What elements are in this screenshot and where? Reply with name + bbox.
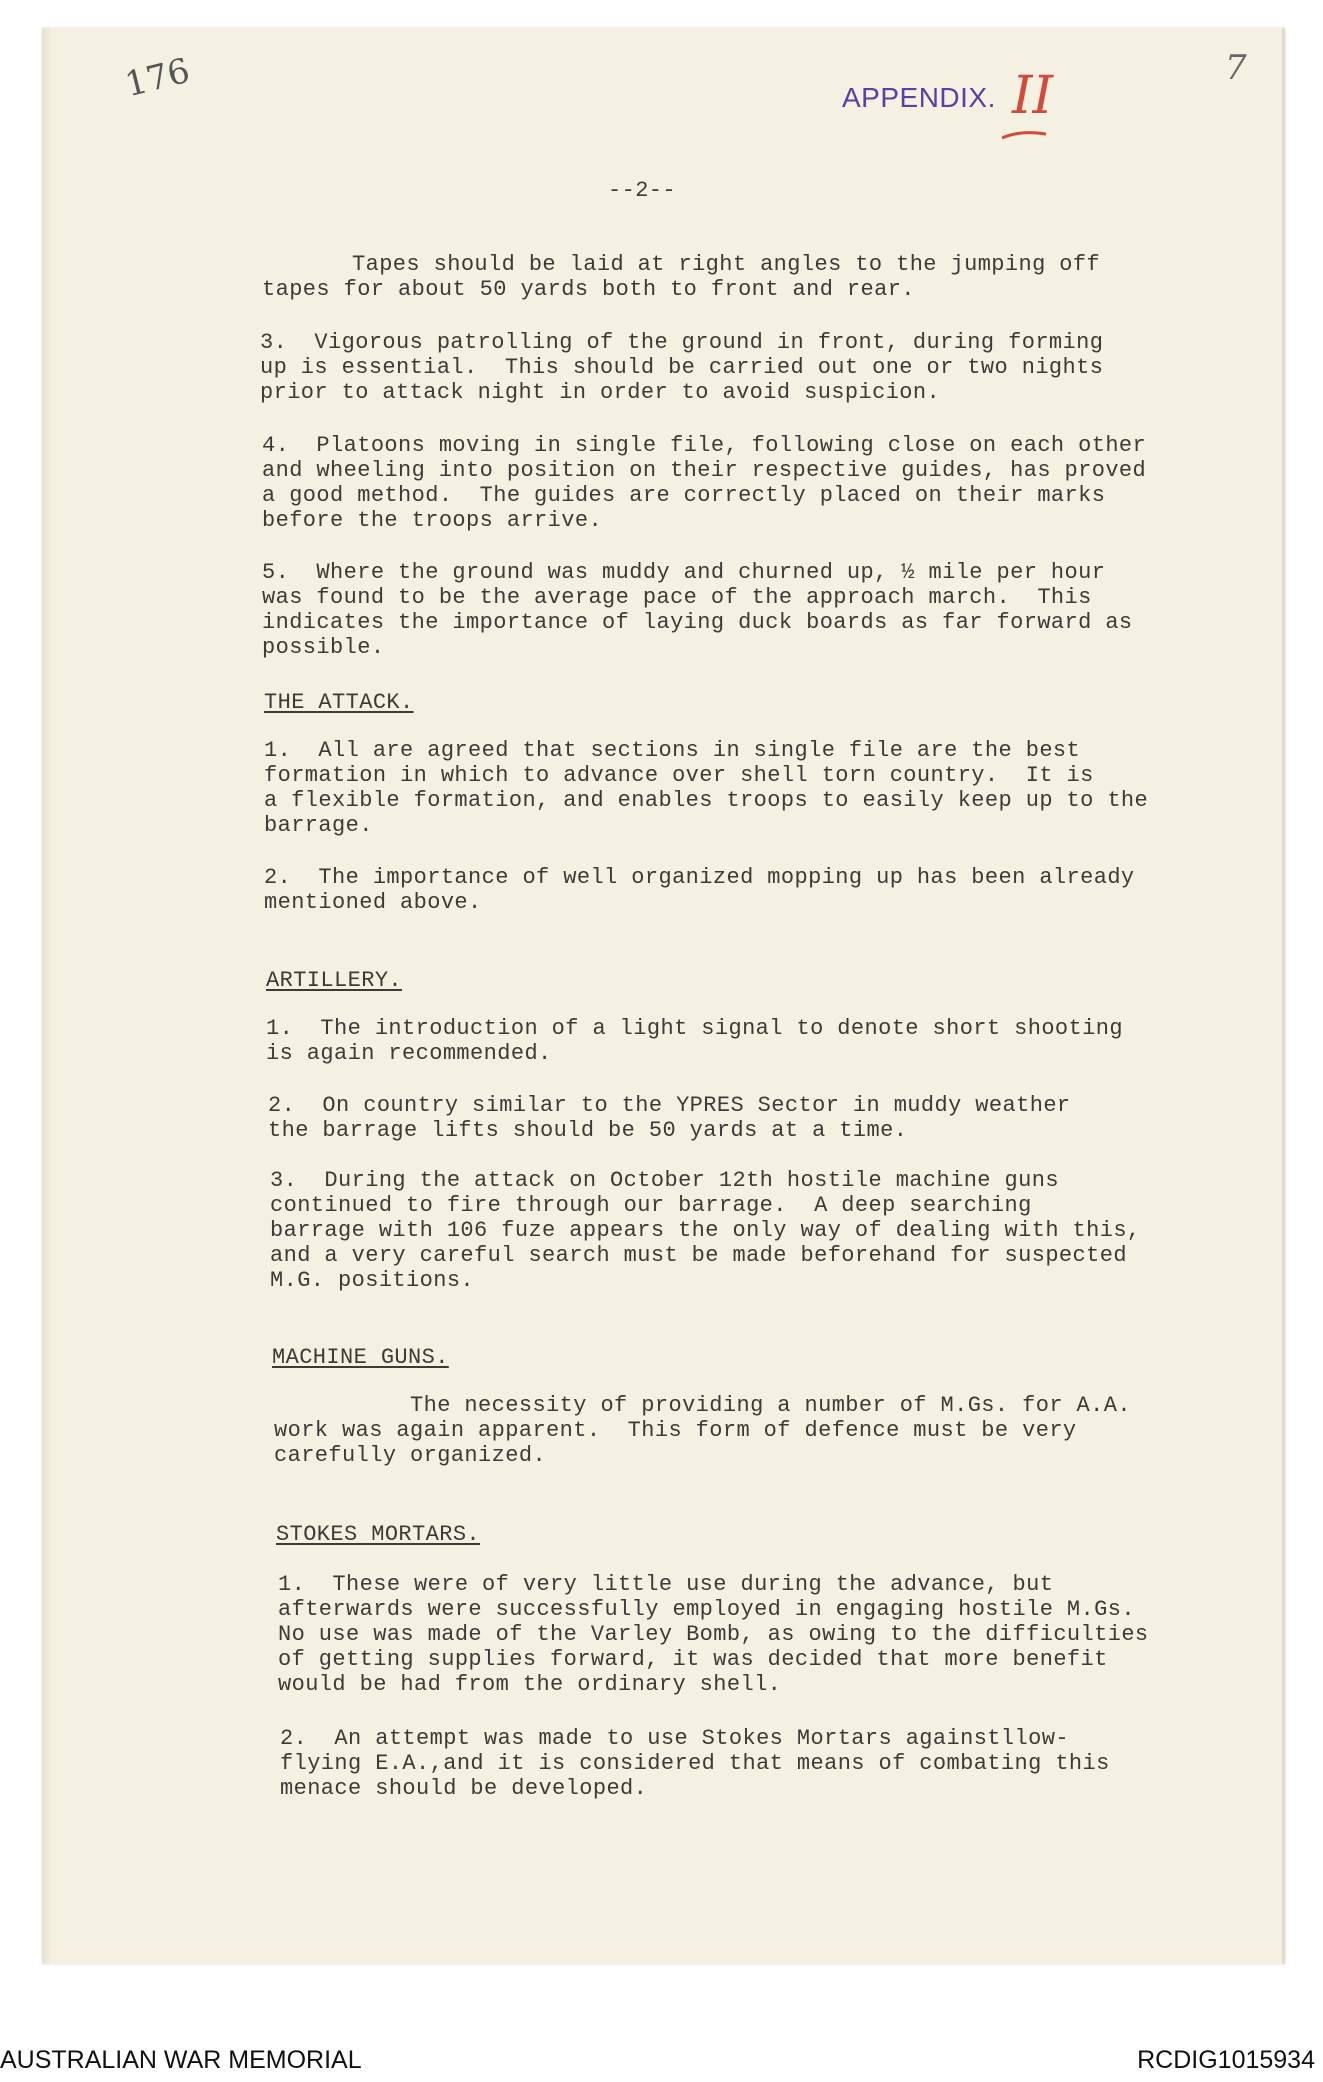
text-line: tapes for about 50 yards both to front and rear. bbox=[262, 277, 915, 302]
paper-edge bbox=[42, 28, 52, 1964]
text-line: continued to fire through our barrage. A deep searching bbox=[270, 1193, 1032, 1218]
text-line: a flexible formation, and enables troops to easily keep up to the bbox=[264, 788, 1149, 813]
text-line: barrage with 106 fuze appears the only way of dealing with this, bbox=[270, 1218, 1141, 1243]
text-line: 4. Platoons moving in single file, following close on each other bbox=[262, 433, 1147, 458]
appendix-number-handwritten: II bbox=[1012, 66, 1054, 126]
text-line: 3. During the attack on October 12th hostile machine guns bbox=[270, 1168, 1059, 1193]
text-line: 2. The importance of well organized mopping up has been already bbox=[264, 865, 1135, 890]
text-line: before the troops arrive. bbox=[262, 508, 603, 533]
text-line: M.G. positions. bbox=[270, 1268, 475, 1293]
text-line: work was again apparent. This form of defence must be very bbox=[274, 1418, 1077, 1443]
text-line: the barrage lifts should be 50 yards at a time. bbox=[268, 1118, 908, 1143]
text-line: is again recommended. bbox=[266, 1041, 552, 1066]
text-line: flying E.A.,and it is considered that means of combating this bbox=[280, 1751, 1110, 1776]
section-heading-machine-guns: MACHINE GUNS. bbox=[272, 1345, 449, 1370]
section-heading-artillery: ARTILLERY. bbox=[266, 968, 403, 993]
text-line: No use was made of the Varley Bomb, as owing to the difficulties bbox=[278, 1622, 1149, 1647]
text-line: and wheeling into position on their respective guides, has proved bbox=[262, 458, 1147, 483]
text-line: 2. An attempt was made to use Stokes Mortars againstllow- bbox=[280, 1726, 1069, 1751]
folio-number-left: 176 bbox=[121, 50, 194, 106]
text-line: possible. bbox=[262, 635, 385, 660]
text-line: 1. The introduction of a light signal to denote short shooting bbox=[266, 1016, 1123, 1041]
text-line: 5. Where the ground was muddy and churned up, ½ mile per hour bbox=[262, 560, 1106, 585]
text-line: Tapes should be laid at right angles to the jumping off bbox=[352, 252, 1101, 277]
text-line: menace should be developed. bbox=[280, 1776, 648, 1801]
text-line: of getting supplies forward, it was decided that more benefit bbox=[278, 1647, 1108, 1672]
appendix-stamp: APPENDIX. bbox=[842, 82, 996, 113]
text-line: afterwards were successfully employed in engaging hostile M.Gs. bbox=[278, 1597, 1135, 1622]
text-line: 3. Vigorous patrolling of the ground in front, during forming bbox=[260, 330, 1104, 355]
text-line: prior to attack night in order to avoid suspicion. bbox=[260, 380, 941, 405]
text-line: formation in which to advance over shell torn country. It is bbox=[264, 763, 1094, 788]
section-heading-attack: THE ATTACK. bbox=[264, 690, 414, 715]
section-heading-stokes-mortars: STOKES MORTARS. bbox=[276, 1522, 481, 1547]
text-line: barrage. bbox=[264, 813, 373, 838]
footer-institution: AUSTRALIAN WAR MEMORIAL bbox=[0, 2046, 362, 2074]
text-line: would be had from the ordinary shell. bbox=[278, 1672, 782, 1697]
text-line: mentioned above. bbox=[264, 890, 482, 915]
text-line: 1. These were of very little use during the advance, but bbox=[278, 1572, 1054, 1597]
text-line: The necessity of providing a number of M.Gs. for A.A. bbox=[274, 1393, 1131, 1418]
text-line: carefully organized. bbox=[274, 1443, 547, 1468]
footer-record-id: RCDIG1015934 bbox=[1137, 2046, 1315, 2074]
text-line: was found to be the average pace of the approach march. This bbox=[262, 585, 1092, 610]
text-line: 2. On country similar to the YPRES Sector in muddy weather bbox=[268, 1093, 1071, 1118]
text-line: up is essential. This should be carried out one or two nights bbox=[260, 355, 1104, 380]
text-line: and a very careful search must be made beforehand for suspected bbox=[270, 1243, 1127, 1268]
text-line: a good method. The guides are correctly placed on their marks bbox=[262, 483, 1106, 508]
page-number: --2-- bbox=[608, 178, 677, 203]
folio-number-right: 7 bbox=[1225, 48, 1247, 88]
appendix-underline-mark bbox=[1000, 128, 1050, 144]
text-line: 1. All are agreed that sections in single file are the best bbox=[264, 738, 1081, 763]
text-line: indicates the importance of laying duck boards as far forward as bbox=[262, 610, 1133, 635]
